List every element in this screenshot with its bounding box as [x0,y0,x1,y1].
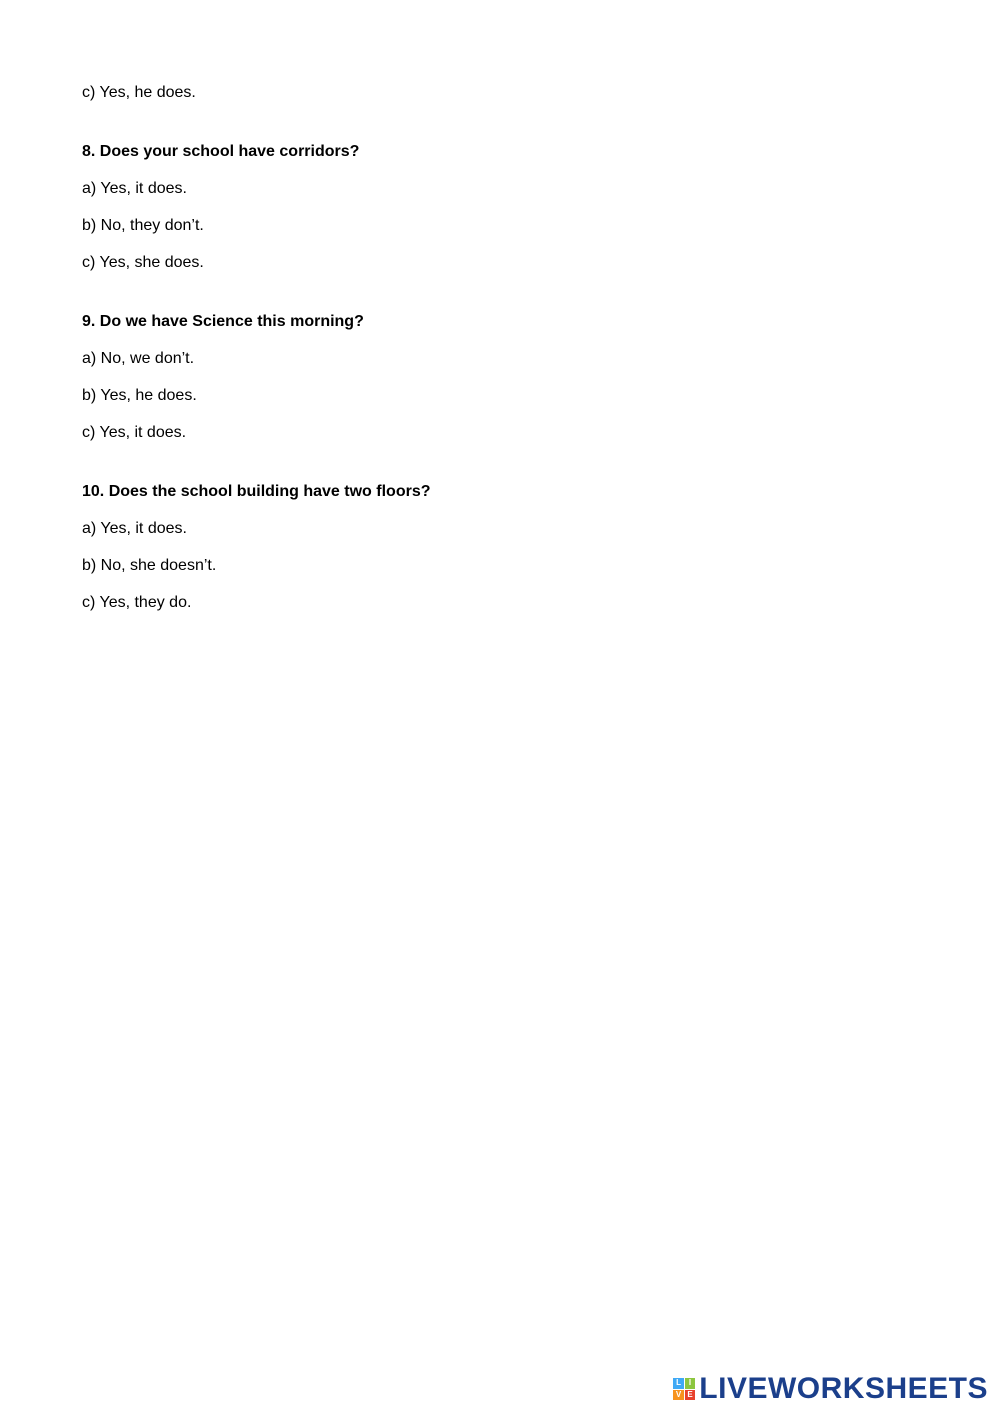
logo-mark-tile: V [673,1390,684,1401]
question-10-option-a[interactable]: a) Yes, it does. [82,520,187,537]
question-10-option-b[interactable]: b) No, she doesn’t. [82,557,217,574]
question-9-text: 9. Do we have Science this morning? [82,313,364,330]
question-8-option-a[interactable]: a) Yes, it does. [82,180,187,197]
question-10-text: 10. Does the school building have two floors? [82,483,431,500]
logo-mark-tile: I [685,1378,696,1389]
logo-mark-tile: L [673,1378,684,1389]
question-9-option-a[interactable]: a) No, we don’t. [82,350,195,367]
question-8-text: 8. Does your school have corridors? [82,143,360,160]
question-9-option-c[interactable]: c) Yes, it does. [82,424,187,441]
logo-wordmark: LIVEWORKSHEETS [699,1372,988,1405]
logo-mark-icon [673,1378,695,1400]
liveworksheets-logo [673,1374,988,1404]
logo-mark-tile: E [685,1390,696,1401]
question-10-option-c[interactable]: c) Yes, they do. [82,594,192,611]
question-8-option-c[interactable]: c) Yes, she does. [82,254,204,271]
question-8-option-b[interactable]: b) No, they don’t. [82,217,204,234]
question-9-option-b[interactable]: b) Yes, he does. [82,387,197,404]
carryover-answer-option[interactable]: c) Yes, he does. [82,84,196,101]
